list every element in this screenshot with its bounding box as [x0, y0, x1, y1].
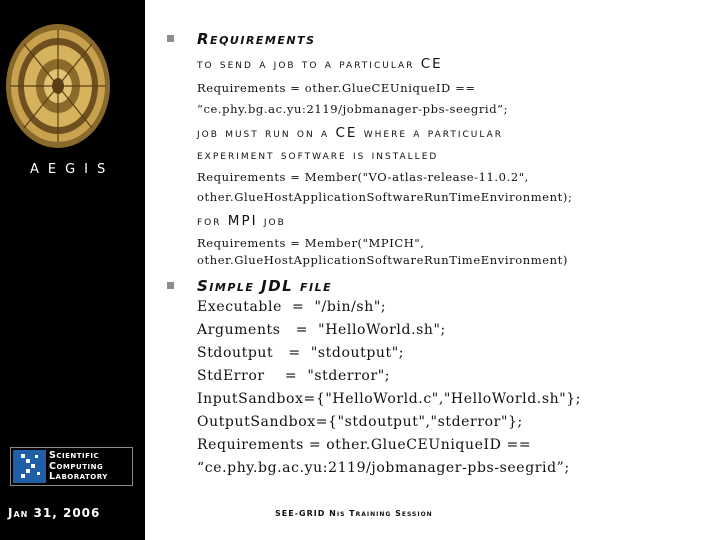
bullet-icon: [167, 35, 174, 42]
bullet-icon: [167, 282, 174, 289]
code-line: other.GlueHostApplicationSoftwareRunTimeEnvironment): [197, 253, 568, 267]
item-label-mpi: for MPI job: [197, 213, 286, 229]
item-label-software-line-1: job must run on a CE where a particular: [197, 125, 504, 141]
jdl-line: Executable = "/bin/sh";: [197, 299, 387, 315]
jdl-line: Arguments = "HelloWorld.sh";: [197, 322, 446, 338]
jdl-line: “ce.phy.bg.ac.yu:2119/jobmanager-pbs-seegrid”;: [197, 460, 570, 476]
jdl-line: OutputSandbox={"stdoutput","stderror"};: [197, 414, 523, 430]
footer-text: SEE-GRID Nis Training Session: [275, 509, 433, 518]
jdl-line: InputSandbox={"HelloWorld.c","HelloWorld.sh"};: [197, 391, 582, 407]
code-line: other.GlueHostApplicationSoftwareRunTimeEnvironment);: [197, 190, 573, 204]
jdl-line: StdError = "stderror";: [197, 368, 391, 384]
code-line: “ce.phy.bg.ac.yu:2119/jobmanager-pbs-seegrid”;: [197, 102, 509, 116]
code-line: Requirements = Member("VO-atlas-release-11.0.2",: [197, 170, 529, 184]
scl-line-2: Computing: [49, 460, 104, 472]
scl-logo-icon: [13, 450, 46, 483]
slide-date: Jan 31, 2006: [8, 506, 101, 520]
jdl-line: Stdoutput = "stdoutput";: [197, 345, 405, 361]
jdl-line: Requirements = other.GlueCEUniqueID ==: [197, 437, 532, 453]
aegis-seal-icon: [4, 22, 112, 150]
code-line: Requirements = other.GlueCEUniqueID ==: [197, 81, 476, 95]
slide-content: [145, 0, 720, 540]
left-sidebar: [0, 0, 145, 540]
item-label-particular-ce: to send a job to a particular CE: [197, 56, 443, 72]
aegis-label: AEGIS: [30, 162, 115, 177]
scl-logo: [10, 447, 133, 486]
scl-logo-text: [49, 451, 108, 483]
scl-line-3: Laboratory: [49, 471, 108, 482]
code-line: Requirements = Member("MPICH",: [197, 236, 425, 250]
section-heading-requirements: Requirements: [197, 30, 316, 48]
item-label-software-line-2: experiment software is installed: [197, 147, 439, 163]
section-heading-jdl: Simple JDL file: [197, 277, 333, 295]
scl-line-1: Scientific: [49, 450, 100, 461]
